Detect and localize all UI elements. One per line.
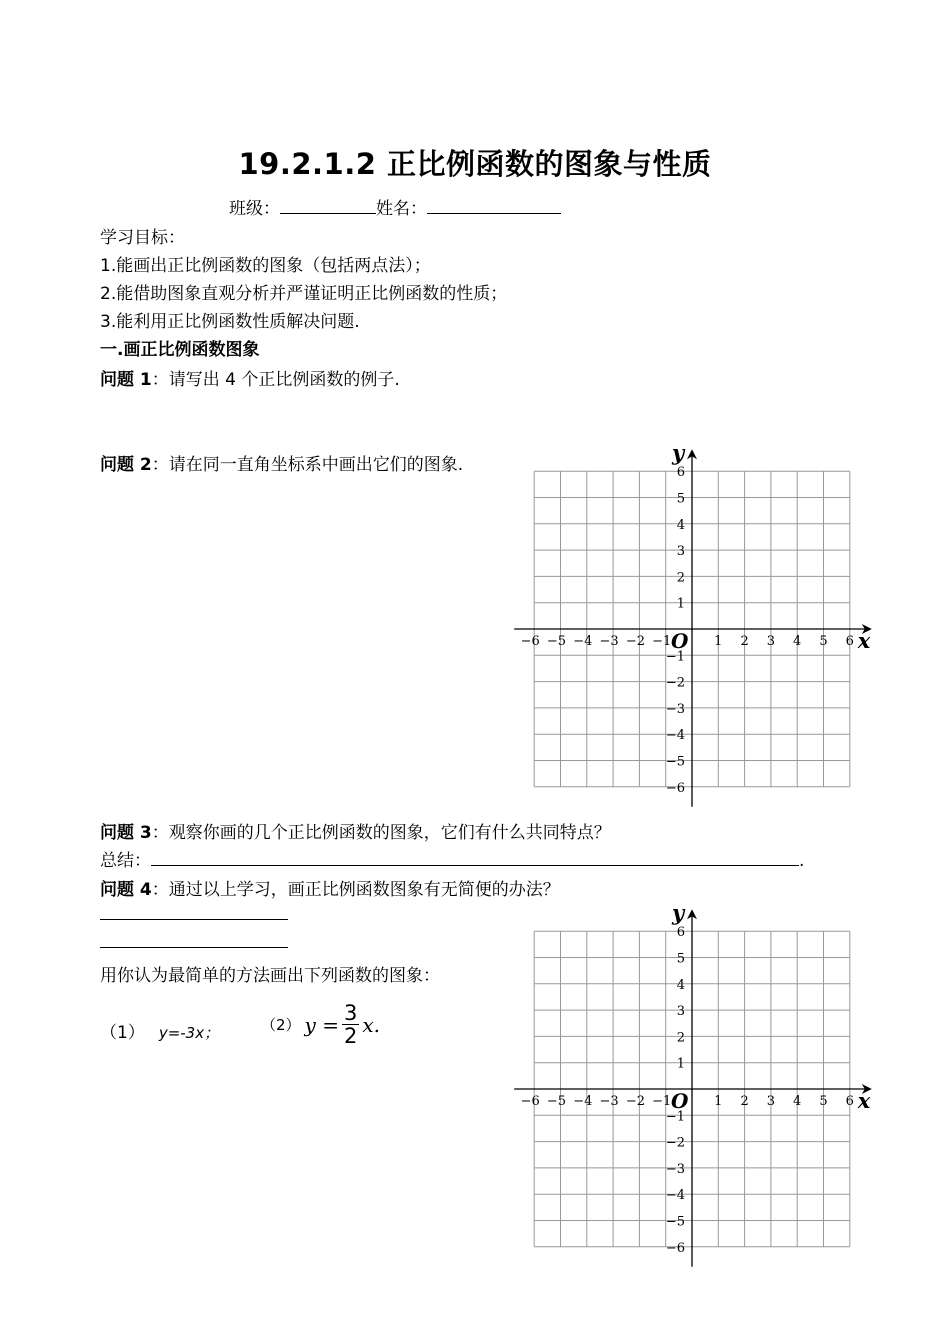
y-tick-label: −1 bbox=[665, 649, 685, 665]
x-tick-label: −6 bbox=[520, 634, 540, 649]
y-tick-label: 6 bbox=[676, 465, 685, 481]
header-info bbox=[229, 194, 561, 219]
task-text: 用你认为最简单的方法画出下列函数的图象： bbox=[100, 966, 440, 986]
y-tick-label: −5 bbox=[665, 754, 685, 770]
summary-line: 总结： . bbox=[100, 851, 805, 871]
section-heading: 一.画正比例函数图象 bbox=[100, 340, 260, 360]
question-4-label: 问题 4 bbox=[100, 880, 152, 900]
x-tick-label: 5 bbox=[819, 634, 828, 649]
y-tick-label: 2 bbox=[676, 1030, 685, 1046]
y-tick-label: −2 bbox=[665, 675, 685, 691]
task-item-2: （2） y = $\frac{3}{2}$ x. bbox=[261, 1001, 380, 1048]
origin-label: O bbox=[671, 629, 689, 653]
question-4-text: ：通过以上学习，画正比例函数图象有无简便的办法？ bbox=[151, 880, 560, 900]
y-tick-label: 1 bbox=[676, 596, 685, 612]
x-axis-label: x bbox=[857, 628, 871, 653]
x-tick-label: −2 bbox=[625, 634, 645, 649]
objective-item-1: 1.能画出正比例函数的图象（包括两点法）； bbox=[100, 256, 431, 276]
x-tick-label: −4 bbox=[573, 634, 593, 649]
objective-item-3: 3.能利用正比例函数性质解决问题. bbox=[100, 312, 360, 332]
name-label: 姓名： bbox=[376, 199, 427, 219]
x-tick-label: 4 bbox=[793, 1094, 802, 1109]
answer-line-1[interactable] bbox=[100, 919, 288, 920]
x-tick-label: 5 bbox=[819, 1094, 828, 1109]
y-tick-label: −2 bbox=[665, 1135, 685, 1151]
class-label: 班级： bbox=[229, 199, 280, 219]
task-item-1-function: y=-3x； bbox=[158, 1024, 220, 1042]
summary-label: 总结： bbox=[100, 851, 151, 871]
question-2-text: ：请在同一直角坐标系中画出它们的图象. bbox=[151, 455, 464, 475]
question-3-text: ：观察你画的几个正比例函数的图象，它们有什么共同特点？ bbox=[151, 823, 611, 843]
y-tick-label: 4 bbox=[676, 977, 685, 993]
x-tick-label: 1 bbox=[714, 1094, 723, 1109]
x-axis-label: x bbox=[857, 1088, 871, 1113]
y-tick-label: 3 bbox=[676, 544, 685, 560]
question-1-text: ：请写出 4 个正比例函数的例子. bbox=[151, 370, 400, 390]
fraction: $\frac{3}{2}$ bbox=[343, 1001, 358, 1048]
y-tick-label: 2 bbox=[676, 570, 685, 586]
y-tick-label: 3 bbox=[676, 1004, 685, 1020]
x-tick-label: 1 bbox=[714, 634, 723, 649]
coordinate-grid-1[interactable] bbox=[505, 440, 880, 820]
x-tick-label: 6 bbox=[845, 634, 854, 649]
y-tick-label: 4 bbox=[676, 517, 685, 533]
x-tick-label: 6 bbox=[845, 1094, 854, 1109]
y-tick-label: 5 bbox=[676, 951, 685, 967]
x-tick-label: −6 bbox=[520, 1094, 540, 1109]
coordinate-grid-2[interactable] bbox=[505, 900, 880, 1275]
x-tick-label: 3 bbox=[766, 1094, 776, 1109]
question-4 bbox=[100, 875, 560, 900]
objectives-heading: 学习目标： bbox=[100, 228, 185, 248]
y-tick-label: −4 bbox=[665, 728, 685, 744]
x-tick-label: −5 bbox=[546, 1094, 567, 1109]
y-axis-label: y bbox=[672, 900, 685, 926]
origin-label: O bbox=[671, 1089, 689, 1113]
y-tick-label: −3 bbox=[665, 701, 685, 717]
answer-line-2[interactable] bbox=[100, 947, 288, 948]
question-3 bbox=[100, 818, 611, 843]
y-tick-label: −1 bbox=[665, 1109, 685, 1125]
y-tick-label: 1 bbox=[676, 1056, 685, 1072]
x-tick-label: −1 bbox=[652, 634, 672, 649]
question-1 bbox=[100, 365, 400, 390]
y-tick-label: 6 bbox=[676, 925, 685, 941]
x-tick-label: −2 bbox=[625, 1094, 645, 1109]
y-tick-label: −5 bbox=[665, 1214, 685, 1230]
y-tick-label: 5 bbox=[676, 491, 685, 507]
task-item-1: （1） y=-3x； bbox=[100, 1023, 220, 1043]
question-3-label: 问题 3 bbox=[100, 823, 152, 843]
x-tick-label: 3 bbox=[766, 634, 776, 649]
objective-item-2: 2.能借助图象直观分析并严谨证明正比例函数的性质； bbox=[100, 284, 508, 304]
x-tick-label: −5 bbox=[546, 634, 567, 649]
y-tick-label: −6 bbox=[665, 780, 685, 796]
question-2 bbox=[100, 450, 463, 475]
name-blank[interactable] bbox=[427, 197, 561, 214]
question-1-label: 问题 1 bbox=[100, 370, 152, 390]
x-tick-label: −3 bbox=[599, 1094, 619, 1109]
y-axis-label: y bbox=[672, 440, 685, 466]
x-tick-label: −1 bbox=[652, 1094, 672, 1109]
y-tick-label: −4 bbox=[665, 1188, 685, 1204]
x-tick-label: 2 bbox=[740, 634, 749, 649]
x-tick-label: 2 bbox=[740, 1094, 749, 1109]
question-2-label: 问题 2 bbox=[100, 455, 152, 475]
class-blank[interactable] bbox=[280, 197, 376, 214]
y-tick-label: −6 bbox=[665, 1240, 685, 1256]
y-tick-label: −3 bbox=[665, 1161, 685, 1177]
summary-blank[interactable] bbox=[151, 849, 799, 866]
page-title: 19.2.1.2 正比例函数的图象与性质 bbox=[238, 147, 712, 181]
x-tick-label: −4 bbox=[573, 1094, 593, 1109]
x-tick-label: 4 bbox=[793, 634, 802, 649]
x-tick-label: −3 bbox=[599, 634, 619, 649]
